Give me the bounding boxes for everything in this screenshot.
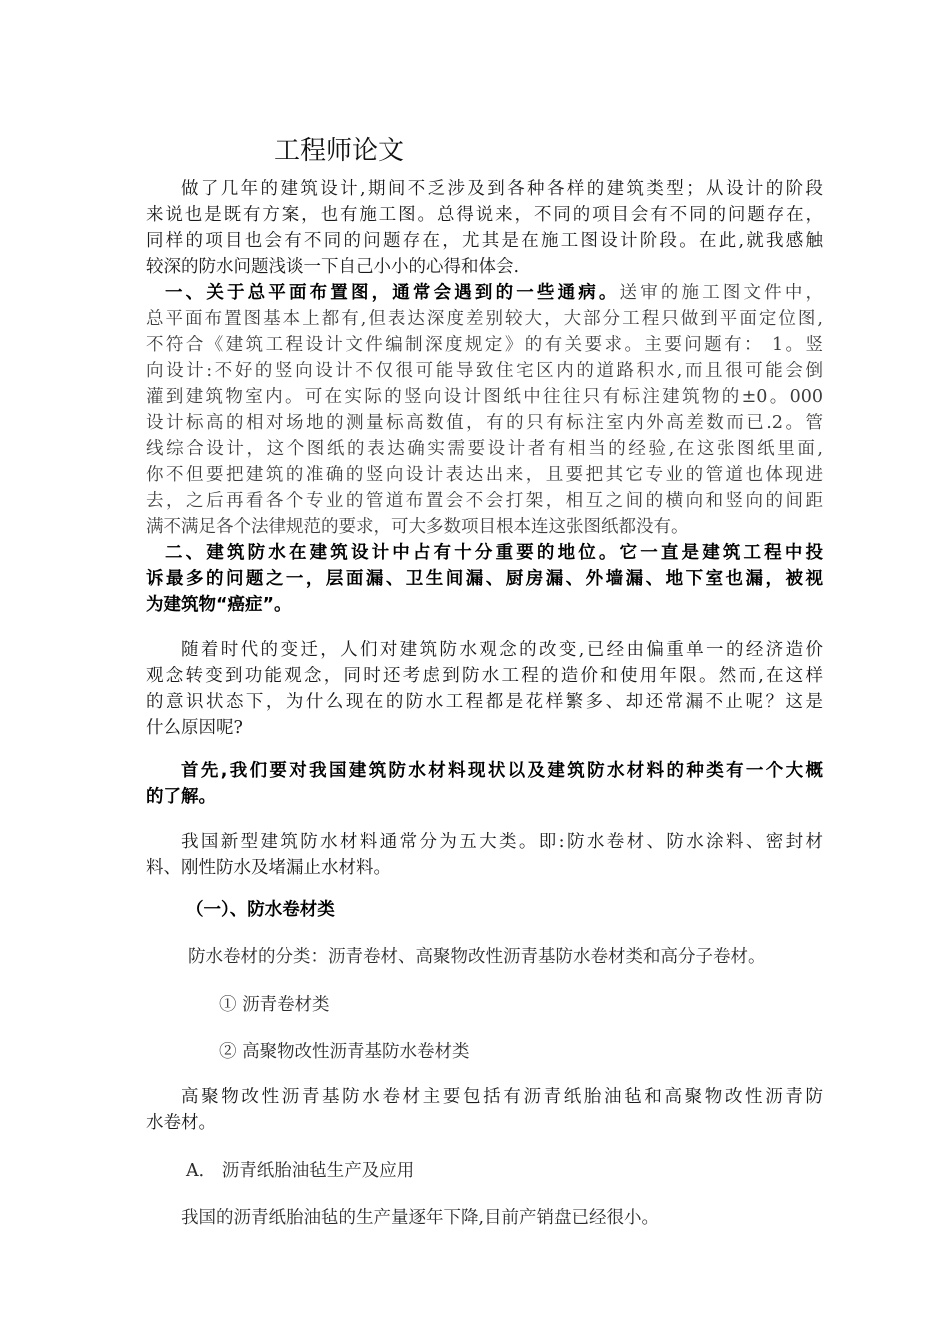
section-one-heading: 一、关于总平面布置图，通常会遇到的一些通病。 bbox=[165, 283, 620, 303]
subheading-a: A． 沥青纸胎油毡生产及应用 bbox=[186, 1161, 415, 1181]
section-one-line: 线综合设计，这个图纸的表达确实需要设计者有相当的经验,在这张图纸里面, bbox=[146, 439, 823, 459]
paragraph-modified-line: 水卷材。 bbox=[146, 1113, 216, 1133]
section-one-first-text: 送审的施工图文件中， bbox=[619, 283, 823, 303]
paragraph-times-line: 观念转变到功能观念，同时还考虑到防水工程的造价和使用年限。然而,在这样 bbox=[146, 666, 823, 686]
paragraph-modified-line: 高聚物改性沥青基防水卷材主要包括有沥青纸胎油毡和高聚物改性沥青防 bbox=[181, 1087, 823, 1107]
section-one-first-line bbox=[165, 280, 823, 306]
classification-text: 防水卷材的分类：沥青卷材、高聚物改性沥青基防水卷材类和高分子卷材。 bbox=[188, 947, 766, 967]
paragraph-intro-line: 做了几年的建筑设计,期间不乏涉及到各种各样的建筑类型；从设计的阶段 bbox=[181, 179, 823, 199]
section-heading-membranes: （一）、防水卷材类 bbox=[186, 900, 335, 920]
section-one-line: 去，之后再看各个专业的管道布置会不会打架，相互之间的横向和竖向的间距 bbox=[146, 491, 823, 511]
paragraph-first-line: 的了解。 bbox=[146, 787, 216, 807]
paragraph-first-line: 首先,我们要对我国建筑防水材料现状以及建筑防水材料的种类有一个大概 bbox=[181, 761, 823, 781]
paragraph-intro-line: 来说也是既有方案，也有施工图。总得说来，不同的项目会有不同的问题存在， bbox=[146, 205, 823, 225]
paragraph-times-line: 随着时代的变迁，人们对建筑防水观念的改变,已经由偏重单一的经济造价 bbox=[181, 640, 823, 660]
paragraph-times-line: 什么原因呢? bbox=[146, 718, 243, 738]
list-item: ② 高聚物改性沥青基防水卷材类 bbox=[219, 1042, 470, 1062]
paragraph-intro-line: 较深的防水问题浅谈一下自己小小的心得和体会. bbox=[146, 257, 520, 277]
list-item: ① 沥青卷材类 bbox=[219, 995, 330, 1015]
section-one-line: 你不但要把建筑的准确的竖向设计表达出来，且要把其它专业的管道也体现进 bbox=[146, 465, 823, 485]
section-two-line: 二、建筑防水在建筑设计中占有十分重要的地位。它一直是建筑工程中投 bbox=[165, 543, 823, 563]
paragraph-intro-line: 同样的项目也会有不同的问题存在，尤其是在施工图设计阶段。在此,就我感触 bbox=[146, 231, 823, 251]
section-one-line: 向设计:不好的竖向设计不仅很可能导致住宅区内的道路积水,而且很可能会倒 bbox=[146, 361, 823, 381]
paragraph-materials-line: 我国新型建筑防水材料通常分为五大类。即:防水卷材、防水涂料、密封材 bbox=[181, 832, 823, 852]
paragraph-last: 我国的沥青纸胎油毡的生产量逐年下降,目前产销盘已经很小。 bbox=[181, 1208, 660, 1228]
document-title: 工程师论文 bbox=[274, 136, 405, 166]
section-one-line: 不符合《建筑工程设计文件编制深度规定》的有关要求。主要问题有： 1。竖 bbox=[146, 335, 823, 355]
section-one-line: 满不满足各个法律规范的要求，可大多数项目根本连这张图纸都没有。 bbox=[146, 517, 689, 537]
section-two-line: 诉最多的问题之一，层面漏、卫生间漏、厨房漏、外墙漏、地下室也漏，被视 bbox=[146, 569, 823, 589]
section-two-line: 为建筑物“癌症”。 bbox=[146, 595, 292, 615]
paragraph-materials-line: 料、刚性防水及堵漏止水材料。 bbox=[146, 858, 391, 878]
section-one-line: 灌到建筑物室内。可在实际的竖向设计图纸中往往只有标注建筑物的±0。000 bbox=[146, 387, 823, 407]
section-one-line: 设计标高的相对场地的测量标高数值，有的只有标注室内外高差数而已.2。管 bbox=[146, 413, 823, 433]
section-one-line: 总平面布置图基本上都有,但表达深度差别较大，大部分工程只做到平面定位图, bbox=[146, 309, 823, 329]
paragraph-times-line: 的意识状态下，为什么现在的防水工程都是花样繁多、却还常漏不止呢？这是 bbox=[146, 692, 823, 712]
